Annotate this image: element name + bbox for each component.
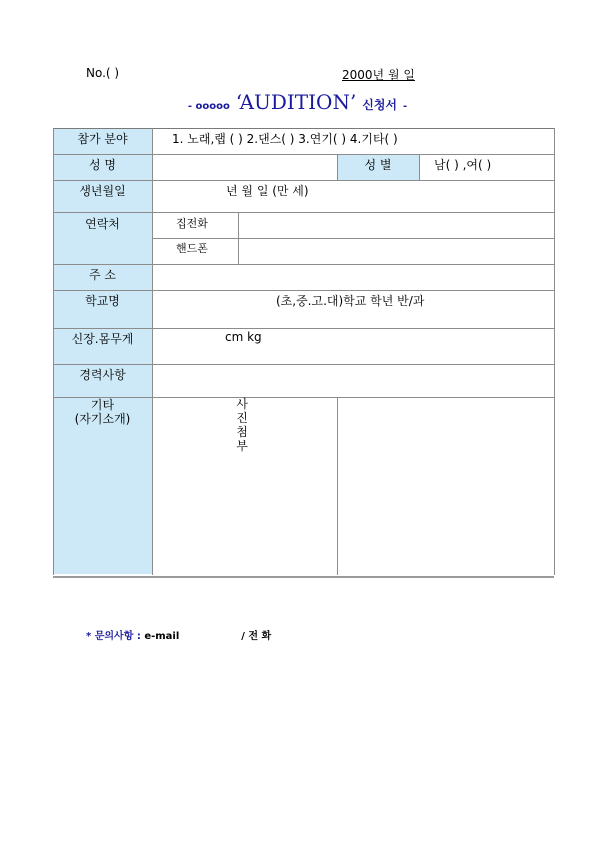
gender-label: 성 별 xyxy=(364,158,392,172)
title-suffix: 신청서 xyxy=(362,98,398,112)
column-divider xyxy=(238,212,239,264)
other-label xyxy=(53,398,152,426)
photo-char: 사 xyxy=(236,397,248,411)
phone-label: / 전 화 xyxy=(241,631,272,642)
school-fields: (초,중.고.대)학교 학년 반/과 xyxy=(276,294,425,308)
column-divider xyxy=(337,397,338,575)
application-date: 2000년 월 일 xyxy=(342,68,415,82)
row-divider xyxy=(53,212,554,213)
home-phone-label: 집전화 xyxy=(176,217,208,230)
page-title xyxy=(0,90,595,114)
birth-label: 생년월일 xyxy=(79,184,126,198)
other-label-line2: (자기소개) xyxy=(74,412,131,426)
column-divider xyxy=(554,128,555,575)
gender-options: 남( ) ,여( ) xyxy=(434,158,492,172)
application-number: No.( ) xyxy=(86,66,120,80)
photo-char: 부 xyxy=(236,439,248,453)
column-divider xyxy=(152,128,153,575)
participation-label: 참가 분야 xyxy=(77,132,128,146)
photo-char: 첨 xyxy=(236,425,248,439)
address-label: 주 소 xyxy=(89,268,116,282)
photo-attachment-label xyxy=(232,397,252,453)
other-label-line1: 기타 xyxy=(90,398,115,412)
title-main: ‘AUDITION’ xyxy=(235,90,357,114)
row-divider xyxy=(53,364,554,365)
height-weight-label: 신장.몸무게 xyxy=(71,332,134,346)
birth-fields: 년 월 일 (만 세) xyxy=(226,184,309,198)
name-label: 성 명 xyxy=(89,158,116,172)
photo-char: 진 xyxy=(236,411,248,425)
email-label: e-mail xyxy=(144,631,180,642)
column-divider xyxy=(419,154,420,180)
contact-label: 연락처 xyxy=(85,217,120,231)
inquiry-line xyxy=(86,627,271,642)
career-label: 경력사항 xyxy=(79,368,126,382)
height-weight-fields: cm kg xyxy=(225,330,262,344)
school-label: 학교명 xyxy=(85,294,120,308)
row-divider xyxy=(53,290,554,291)
row-divider xyxy=(53,154,554,155)
row-divider xyxy=(53,328,554,329)
title-end: - xyxy=(402,101,408,112)
participation-options: 1. 노래,랩 ( ) 2.댄스( ) 3.연기( ) 4.기타( ) xyxy=(172,132,398,146)
inquiry-label: * 문의사항 : xyxy=(86,631,141,642)
row-divider xyxy=(152,238,554,239)
row-divider xyxy=(53,264,554,265)
row-divider xyxy=(53,180,554,181)
mobile-phone-label: 핸드폰 xyxy=(176,242,208,255)
title-lead: - ooooo xyxy=(187,101,230,112)
